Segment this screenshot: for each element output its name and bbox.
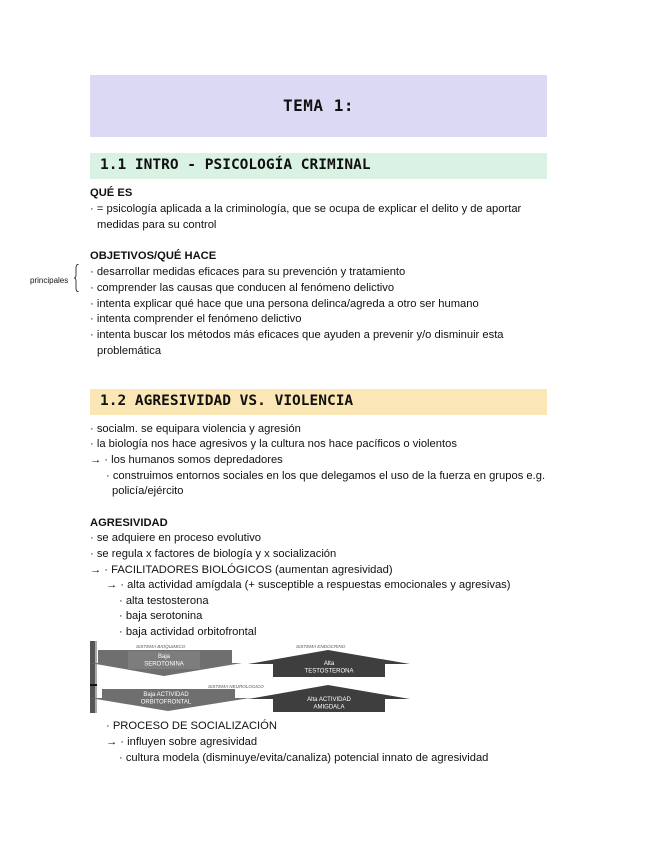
arrow-label: AMIGDALA	[313, 704, 345, 711]
list-item: · comprender las causas que conducen al fenómeno delictivo	[90, 282, 395, 294]
heading-agresividad: AGRESIVIDAD	[90, 517, 168, 529]
text-line: · baja serotonina	[119, 610, 203, 622]
text-line: · baja actividad orbitofrontal	[119, 626, 257, 638]
arrow-label: Baja	[157, 654, 171, 660]
list-item: · desarrollar medidas eficaces para su prevención y tratamiento	[90, 266, 406, 278]
arrow-label: Baja ACTIVIDAD	[143, 692, 189, 698]
diagram-left-bar-edge	[95, 641, 97, 713]
label-sistema-endocrino: SISTEMA ENDOCRINO	[296, 644, 346, 649]
text-line: · la biología nos hace agresivos y la cultura nos hace pacíficos o violentos	[90, 438, 457, 450]
side-note-principales: principales	[30, 276, 69, 285]
section-header-intro	[90, 153, 547, 179]
text-line: · construimos entornos sociales en los que delegamos el uso de la fuerza en grupos e.g.	[106, 470, 546, 482]
text-line: → · influyen sobre agresividad	[106, 736, 258, 748]
text-line: · se regula x factores de biología y x socialización	[90, 548, 337, 560]
arrow-label: TESTOSTERONA	[304, 668, 354, 675]
heading-que-es: QUÉ ES	[90, 187, 133, 199]
list-item: problemática	[97, 345, 162, 357]
arrow-label: SEROTONINA	[144, 661, 184, 668]
list-item: · intenta explicar qué hace que una persona delinca/agreda a otro ser humano	[90, 298, 479, 310]
biological-factors-diagram	[90, 641, 412, 713]
section-header-agresividad	[90, 389, 547, 415]
section-title: 1.1 INTRO - PSICOLOGÍA CRIMINAL	[100, 157, 371, 173]
arrow-label: Alta	[323, 661, 335, 667]
text-line: · = psicología aplicada a la criminología, que se ocupa de explicar el delito y de aportar	[90, 203, 522, 215]
text-line: → · los humanos somos depredadores	[90, 454, 283, 466]
arrow-label: Alta ACTIVIDAD	[307, 697, 351, 703]
text-line: medidas para su control	[97, 219, 217, 231]
text-line: · PROCESO DE SOCIALIZACIÓN	[106, 720, 277, 732]
text-line: policía/ejército	[112, 485, 184, 497]
label-sistema-neurologico: SISTEMA NEUROLOGICO	[208, 684, 264, 689]
text-line: → · alta actividad amígdala (+ susceptible a respuestas emocionales y agresivas)	[106, 579, 511, 591]
diagram-left-bar	[90, 641, 95, 713]
page-title: TEMA 1:	[283, 96, 354, 115]
list-item: · intenta comprender el fenómeno delictivo	[90, 313, 302, 325]
text-line: → · FACILITADORES BIOLÓGICOS (aumentan agresividad)	[90, 564, 393, 576]
text-line: · socialm. se equipara violencia y agresión	[90, 423, 301, 435]
label-sistema-bioquimico: SISTEMA BIOQUIMICO	[136, 644, 186, 649]
text-line: · cultura modela (disminuye/evita/canaliza) potencial innato de agresividad	[119, 752, 489, 764]
section-title: 1.2 AGRESIVIDAD VS. VIOLENCIA	[100, 393, 354, 409]
heading-objetivos: OBJETIVOS/QUÉ HACE	[90, 250, 217, 262]
text-line: · alta testosterona	[119, 595, 209, 607]
text-line: · se adquiere en proceso evolutivo	[90, 532, 262, 544]
list-item: · intenta buscar los métodos más eficaces que ayuden a prevenir y/o disminuir esta	[90, 329, 504, 341]
brace-icon	[74, 264, 80, 292]
arrow-label: ORBITOFRONTAL	[140, 699, 192, 706]
